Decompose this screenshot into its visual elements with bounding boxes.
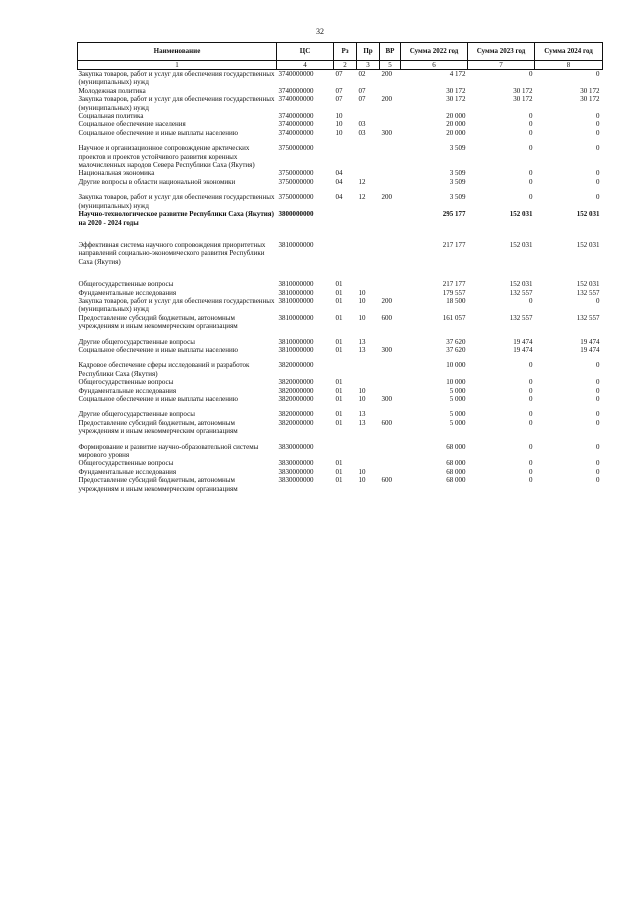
row-rz: 01 [335, 345, 343, 354]
spacer-row [78, 331, 603, 338]
row-sum-2022: 5 000 [449, 418, 466, 427]
row-sum-2023: 0 [529, 128, 533, 137]
table-row [78, 95, 603, 112]
spacer-cell [78, 266, 603, 280]
row-vr [380, 241, 401, 266]
row-rz: 01 [335, 386, 343, 395]
row-vr [380, 87, 401, 95]
row-vr: 200 [381, 70, 392, 78]
budget-table [77, 42, 603, 493]
row-pr: 13 [358, 418, 366, 427]
row-vr [380, 289, 401, 297]
table-row [78, 410, 603, 418]
row-pr: 03 [358, 120, 366, 129]
spacer-cell [78, 227, 603, 241]
row-sum-2024: 0 [596, 120, 600, 129]
row-sum-2023: 30 172 [513, 86, 533, 95]
row-sum-2024: 30 172 [580, 95, 600, 104]
row-sum-2024: 0 [596, 386, 600, 395]
row-sum-2022: 217 177 [442, 280, 466, 289]
row-name: Общегосударственные вопросы [78, 378, 174, 387]
row-vr [380, 338, 401, 346]
spacer-cell [78, 436, 603, 443]
row-sum-2022: 161 057 [442, 313, 466, 322]
row-sum-2023: 0 [529, 169, 533, 178]
table-row [78, 314, 603, 331]
row-sum-2024: 0 [596, 193, 600, 202]
row-cs: 3810000000 [278, 313, 314, 322]
header-sum-2022: Сумма 2022 год [401, 43, 468, 61]
row-vr: 600 [381, 313, 392, 322]
table-row [78, 70, 603, 87]
row-sum-2022: 37 620 [446, 345, 466, 354]
row-sum-2023: 0 [529, 467, 533, 476]
row-vr [380, 443, 401, 460]
row-name: Эффективная система научного сопровождения приоритетных направлений социально-экономического развития Республики Саха (Якутия) [78, 240, 266, 266]
column-number: 6 [401, 61, 468, 70]
row-name: Социальное обеспечение населения [78, 120, 186, 129]
row-pr: 10 [358, 386, 366, 395]
row-sum-2022: 5 000 [449, 410, 466, 419]
row-rz: 01 [335, 378, 343, 387]
row-sum-2022: 3 509 [449, 144, 466, 153]
row-sum-2024: 0 [596, 459, 600, 468]
table-row [78, 289, 603, 297]
row-cs: 3750000000 [278, 144, 314, 153]
row-sum-2023: 30 172 [513, 95, 533, 104]
spacer-row [78, 436, 603, 443]
row-sum-2023: 0 [529, 386, 533, 395]
table-row [78, 241, 603, 266]
row-name: Кадровое обеспечение сферы исследований и разработок Республики Саха (Якутия) [78, 361, 250, 378]
row-cs: 3740000000 [278, 86, 314, 95]
spacer-row [78, 354, 603, 361]
row-sum-2022: 295 177 [442, 210, 466, 219]
row-sum-2023: 0 [529, 296, 533, 305]
header-vr: ВР [380, 43, 401, 61]
spacer-row [78, 137, 603, 144]
table-row [78, 419, 603, 436]
row-sum-2022: 18 500 [446, 296, 466, 305]
row-name: Закупка товаров, работ и услуг для обеспечения государственных (муниципальных) нужд [78, 193, 275, 210]
row-sum-2024: 0 [596, 361, 600, 370]
row-rz: 04 [335, 169, 343, 178]
row-sum-2022: 3 509 [449, 177, 466, 186]
header-sum-2023: Сумма 2023 год [468, 43, 535, 61]
column-number: 7 [468, 61, 535, 70]
row-name: Закупка товаров, работ и услуг для обеспечения государственных (муниципальных) нужд [78, 70, 275, 87]
row-sum-2023: 0 [529, 177, 533, 186]
row-sum-2024: 152 031 [576, 210, 600, 219]
row-name: Молодежная политика [78, 86, 146, 95]
row-vr [380, 112, 401, 120]
row-cs: 3740000000 [278, 70, 314, 78]
row-rz: 01 [335, 395, 343, 403]
row-sum-2022: 179 557 [442, 288, 466, 297]
row-cs: 3750000000 [278, 193, 314, 202]
column-number: 5 [380, 61, 401, 70]
table-row [78, 193, 603, 210]
row-sum-2022: 217 177 [442, 240, 466, 249]
row-cs: 3820000000 [278, 395, 314, 403]
row-cs: 3810000000 [278, 296, 314, 305]
spacer-cell [78, 354, 603, 361]
row-sum-2023: 0 [529, 476, 533, 485]
row-pr [357, 144, 380, 169]
row-sum-2023: 152 031 [509, 240, 533, 249]
row-name: Другие общегосударственные вопросы [78, 337, 195, 346]
row-rz: 07 [335, 70, 343, 78]
row-name: Другие вопросы в области национальной экономики [78, 177, 236, 186]
header-pr: Пр [357, 43, 380, 61]
row-sum-2022: 20 000 [446, 112, 466, 121]
row-rz: 01 [335, 467, 343, 476]
row-name: Социальное обеспечение и иные выплаты населению [78, 345, 238, 354]
row-rz: 01 [335, 410, 343, 419]
row-vr: 200 [381, 296, 392, 305]
row-sum-2022: 37 620 [446, 337, 466, 346]
row-vr: 200 [381, 95, 392, 104]
spacer-cell [78, 331, 603, 338]
row-pr: 07 [358, 95, 366, 104]
row-cs: 3740000000 [278, 128, 314, 137]
row-sum-2023: 152 031 [509, 280, 533, 289]
row-cs: 3820000000 [278, 410, 314, 419]
header-name: Наименование [78, 43, 277, 61]
row-vr [380, 144, 401, 169]
row-sum-2024: 0 [596, 418, 600, 427]
table-body [78, 70, 603, 494]
row-sum-2023: 0 [529, 378, 533, 387]
row-cs: 3810000000 [278, 240, 314, 249]
row-sum-2024: 152 031 [576, 280, 600, 289]
column-number-row [78, 61, 603, 70]
row-name: Научно-технологическое развитие Республики Саха (Якутия) на 2020 - 2024 годы [78, 210, 274, 227]
table-row [78, 361, 603, 378]
row-pr [357, 361, 380, 378]
column-number: 3 [357, 61, 380, 70]
row-cs: 3750000000 [278, 169, 314, 178]
row-rz: 04 [335, 193, 343, 202]
row-sum-2023: 0 [529, 112, 533, 121]
row-vr [380, 280, 401, 288]
row-name: Предоставление субсидий бюджетным, автономным учреждениям и иным некоммерческим организациям [78, 418, 238, 436]
row-name: Национальная экономика [78, 169, 155, 178]
row-cs: 3810000000 [278, 280, 314, 289]
row-pr: 07 [358, 86, 366, 95]
row-sum-2024: 132 557 [576, 313, 600, 322]
column-number: 4 [277, 61, 334, 70]
row-sum-2023: 0 [529, 442, 533, 451]
row-rz: 07 [335, 86, 343, 95]
table-row [78, 297, 603, 314]
header-rz: Рз [334, 43, 357, 61]
row-cs: 3820000000 [278, 361, 314, 370]
row-sum-2024: 0 [596, 144, 600, 153]
table-row [78, 346, 603, 354]
row-pr: 10 [358, 395, 366, 403]
column-number: 2 [334, 61, 357, 70]
row-rz [334, 144, 357, 169]
row-pr: 10 [358, 296, 366, 305]
header-sum-2024: Сумма 2024 год [535, 43, 603, 61]
row-name: Другие общегосударственные вопросы [78, 410, 195, 419]
row-pr: 13 [358, 345, 366, 354]
row-cs: 3830000000 [278, 459, 314, 468]
row-rz: 10 [335, 112, 343, 121]
row-sum-2024: 30 172 [580, 86, 600, 95]
row-sum-2022: 10 000 [446, 378, 466, 387]
row-cs: 3750000000 [278, 177, 314, 186]
row-pr: 13 [358, 410, 366, 419]
row-pr: 10 [358, 313, 366, 322]
row-pr [357, 169, 380, 177]
row-name: Социальное обеспечение и иные выплаты населению [78, 128, 238, 137]
row-sum-2024: 0 [596, 378, 600, 387]
table-row [78, 395, 603, 403]
row-pr: 13 [358, 337, 366, 346]
column-number: 8 [535, 61, 603, 70]
row-pr: 10 [358, 476, 366, 485]
row-rz [334, 361, 357, 378]
row-pr [357, 241, 380, 266]
row-pr [357, 210, 380, 227]
row-rz: 10 [335, 128, 343, 137]
row-cs: 3800000000 [278, 210, 314, 219]
table-row [78, 387, 603, 395]
row-rz: 04 [335, 177, 343, 186]
row-sum-2022: 3 509 [449, 169, 466, 178]
row-name: Социальное обеспечение и иные выплаты населению [78, 395, 238, 403]
row-sum-2024: 0 [596, 410, 600, 419]
spacer-cell [78, 186, 603, 193]
row-rz [334, 443, 357, 460]
row-cs: 3810000000 [278, 345, 314, 354]
row-sum-2022: 20 000 [446, 128, 466, 137]
row-name: Фундаментальные исследования [78, 467, 177, 476]
row-pr: 03 [358, 128, 366, 137]
row-cs: 3810000000 [278, 288, 314, 297]
row-sum-2023: 132 557 [509, 313, 533, 322]
row-rz [334, 210, 357, 227]
row-name: Формирование и развитие научно-образовательной системы мирового уровня [78, 442, 259, 460]
spacer-row [78, 186, 603, 193]
table-row [78, 120, 603, 128]
row-pr [357, 459, 380, 467]
row-sum-2024: 0 [596, 128, 600, 137]
row-sum-2024: 132 557 [576, 288, 600, 297]
row-vr: 200 [381, 193, 392, 202]
row-vr [380, 459, 401, 467]
row-sum-2023: 0 [529, 70, 533, 78]
header-row [78, 43, 603, 61]
spacer-row [78, 403, 603, 410]
row-rz: 01 [335, 296, 343, 305]
table-row [78, 210, 603, 227]
row-rz [334, 241, 357, 266]
table-row [78, 280, 603, 288]
table-row [78, 144, 603, 169]
row-sum-2022: 5 000 [449, 395, 466, 403]
row-sum-2023: 19 474 [513, 337, 533, 346]
row-sum-2024: 0 [596, 442, 600, 451]
row-pr: 12 [358, 193, 366, 202]
row-pr: 12 [358, 177, 366, 186]
row-sum-2022: 10 000 [446, 361, 466, 370]
table-row [78, 378, 603, 386]
row-sum-2024: 0 [596, 395, 600, 403]
row-rz: 01 [335, 459, 343, 468]
row-pr [357, 443, 380, 460]
spacer-row [78, 227, 603, 241]
spacer-cell [78, 137, 603, 144]
row-name: Предоставление субсидий бюджетным, автономным учреждениям и иным некоммерческим организациям [78, 476, 238, 493]
row-sum-2022: 20 000 [446, 120, 466, 129]
row-cs: 3830000000 [278, 442, 314, 451]
row-sum-2023: 0 [529, 395, 533, 403]
row-pr: 10 [358, 467, 366, 476]
row-sum-2023: 0 [529, 418, 533, 427]
row-rz: 01 [335, 337, 343, 346]
row-cs: 3810000000 [278, 337, 314, 346]
column-number: 1 [78, 61, 277, 70]
row-sum-2024: 0 [596, 476, 600, 485]
row-rz: 01 [335, 313, 343, 322]
header-cs: ЦС [277, 43, 334, 61]
table-row [78, 476, 603, 493]
row-sum-2022: 68 000 [446, 459, 466, 468]
row-name: Общегосударственные вопросы [78, 459, 174, 468]
table-row [78, 129, 603, 137]
row-vr [380, 178, 401, 186]
spacer-cell [78, 403, 603, 410]
row-sum-2024: 0 [596, 169, 600, 178]
row-sum-2022: 30 172 [446, 95, 466, 104]
row-vr [380, 120, 401, 128]
row-vr: 300 [381, 128, 392, 137]
row-sum-2022: 5 000 [449, 386, 466, 395]
page-number: 32 [316, 27, 324, 36]
row-sum-2024: 0 [596, 296, 600, 305]
row-sum-2024: 19 474 [580, 345, 600, 354]
row-cs: 3820000000 [278, 386, 314, 395]
row-cs: 3830000000 [278, 476, 314, 485]
table-row [78, 443, 603, 460]
row-sum-2023: 132 557 [509, 288, 533, 297]
row-sum-2024: 152 031 [576, 240, 600, 249]
row-sum-2023: 0 [529, 459, 533, 468]
row-sum-2022: 68 000 [446, 476, 466, 485]
row-sum-2023: 0 [529, 120, 533, 129]
row-sum-2024: 0 [596, 112, 600, 121]
row-sum-2023: 0 [529, 361, 533, 370]
row-pr [357, 280, 380, 288]
row-vr [380, 387, 401, 395]
table-row [78, 459, 603, 467]
table-row [78, 87, 603, 95]
row-name: Фундаментальные исследования [78, 288, 177, 297]
row-sum-2023: 0 [529, 410, 533, 419]
row-rz: 10 [335, 120, 343, 129]
row-rz: 01 [335, 418, 343, 427]
table-row [78, 468, 603, 476]
table-row [78, 178, 603, 186]
row-vr [380, 468, 401, 476]
row-cs: 3820000000 [278, 418, 314, 427]
row-name: Общегосударственные вопросы [78, 280, 174, 289]
row-vr: 300 [381, 345, 392, 354]
row-sum-2024: 0 [596, 467, 600, 476]
row-sum-2024: 0 [596, 177, 600, 186]
row-vr [380, 410, 401, 418]
row-sum-2022: 30 172 [446, 86, 466, 95]
row-sum-2023: 19 474 [513, 345, 533, 354]
row-cs: 3820000000 [278, 378, 314, 387]
row-pr [357, 112, 380, 120]
table-row [78, 338, 603, 346]
row-cs: 3740000000 [278, 112, 314, 121]
row-pr: 02 [358, 70, 366, 78]
row-sum-2023: 152 031 [509, 210, 533, 219]
row-cs: 3830000000 [278, 467, 314, 476]
row-name: Фундаментальные исследования [78, 386, 177, 395]
row-rz: 01 [335, 476, 343, 485]
row-pr: 10 [358, 288, 366, 297]
table-row [78, 169, 603, 177]
row-rz: 01 [335, 280, 343, 289]
row-vr: 600 [381, 418, 392, 427]
row-vr [380, 169, 401, 177]
row-vr: 300 [381, 395, 392, 403]
row-name: Предоставление субсидий бюджетным, автономным учреждениям и иным некоммерческим организациям [78, 313, 238, 331]
row-sum-2024: 0 [596, 70, 600, 78]
row-name: Научное и организационное сопровождение арктических проектов и проектов устойчивого развития коренных малочисленных народов Севера Республики Саха (Якутия) [78, 144, 255, 170]
row-vr [380, 361, 401, 378]
row-sum-2023: 0 [529, 193, 533, 202]
row-name: Социальная политика [78, 112, 144, 121]
row-cs: 3740000000 [278, 95, 314, 104]
row-name: Закупка товаров, работ и услуг для обеспечения государственных (муниципальных) нужд [78, 95, 275, 112]
row-sum-2022: 68 000 [446, 442, 466, 451]
row-name: Закупка товаров, работ и услуг для обеспечения государственных (муниципальных) нужд [78, 296, 275, 314]
spacer-row [78, 266, 603, 280]
row-vr: 600 [381, 476, 392, 485]
row-cs: 3740000000 [278, 120, 314, 129]
table-row [78, 112, 603, 120]
row-sum-2022: 4 172 [449, 70, 466, 78]
row-rz: 01 [335, 288, 343, 297]
row-vr [380, 378, 401, 386]
row-rz: 07 [335, 95, 343, 104]
row-sum-2022: 3 509 [449, 193, 466, 202]
row-sum-2022: 68 000 [446, 467, 466, 476]
row-sum-2024: 19 474 [580, 337, 600, 346]
row-pr [357, 378, 380, 386]
row-vr [380, 210, 401, 227]
row-sum-2023: 0 [529, 144, 533, 153]
